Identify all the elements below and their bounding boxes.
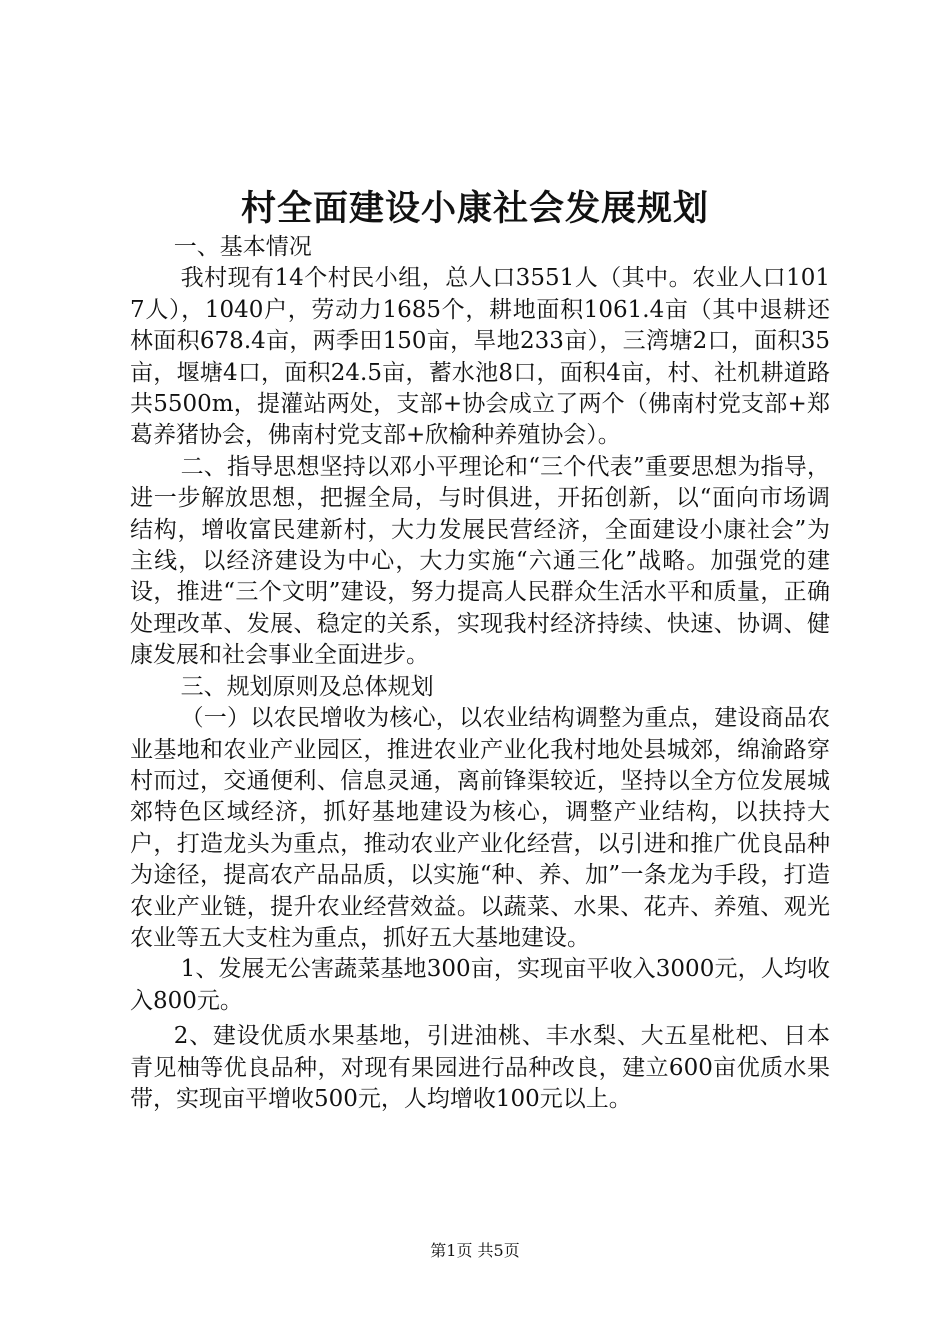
- section-heading-planning-principles: 三、规划原则及总体规划: [180, 673, 434, 700]
- paragraph-item-vegetables: 1、发展无公害蔬菜基地300亩，实现亩平收入3000元，人均收入800元。: [130, 956, 830, 1014]
- page-number-footer: 第1页 共5页: [430, 1241, 520, 1260]
- document-body: [130, 232, 830, 1115]
- paragraph-basic-info: 我村现有14个村民小组，总人口3551人（其中。农业人口1017人），1040户，劳动力1685个，耕地面积1061.4亩（其中退耕还林面积678.4亩，两季田150亩，旱地233亩），三湾塘2口，面积35亩，堰塘4口，面积24.5亩，蓄水池8口，面积4亩，村、社机耕道路共5500m，提灌站两处，支部+协会成立了两个（佛南村党支部+郑葛养猪协会，佛南村党支部+欣榆种养殖协会）。: [130, 265, 830, 449]
- section-heading-basic-info: 一、基本情况: [173, 234, 312, 260]
- paragraph-item-fruits: 2、建设优质水果基地，引进油桃、丰水梨、大五星枇杷、日本青见柚等优良品种，对现有果园进行品种改良，建立600亩优质水果带，实现亩平增收500元，人均增收100元以上。: [130, 1023, 830, 1112]
- paragraph-planning-one: （一）以农民增收为核心，以农业结构调整为重点，建设商品农业基地和农业产业园区，推进农业产业化我村地处县城郊，绵渝路穿村而过，交通便利、信息灵通，离前锋渠较近，坚持以全方位发展城郊特色区域经济，抓好基地建设为核心，调整产业结构，以扶持大户，打造龙头为重点，推动农业产业化经营，以引进和推广优良品种为途径，提高农产品品质，以实施“种、养、加”一条龙为手段，打造农业产业链，提升农业经营效益。以蔬菜、水果、花卉、养殖、观光农业等五大支柱为重点，抓好五大基地建设。: [130, 705, 830, 951]
- document-title: 村全面建设小康社会发展规划: [240, 188, 709, 229]
- paragraph-guiding-ideology: 二、指导思想坚持以邓小平理论和“三个代表”重要思想为指导，进一步解放思想，把握全局，与时俱进，开拓创新，以“面向市场调结构，增收富民建新村，大力发展民营经济，全面建设小康社会”为主线，以经济建设为中心，大力实施“六通三化”战略。加强党的建设，推进“三个文明”建设，努力提高人民群众生活水平和质量，正确处理改革、发展、稳定的关系，实现我村经济持续、快速、协调、健康发展和社会事业全面进步。: [130, 453, 830, 669]
